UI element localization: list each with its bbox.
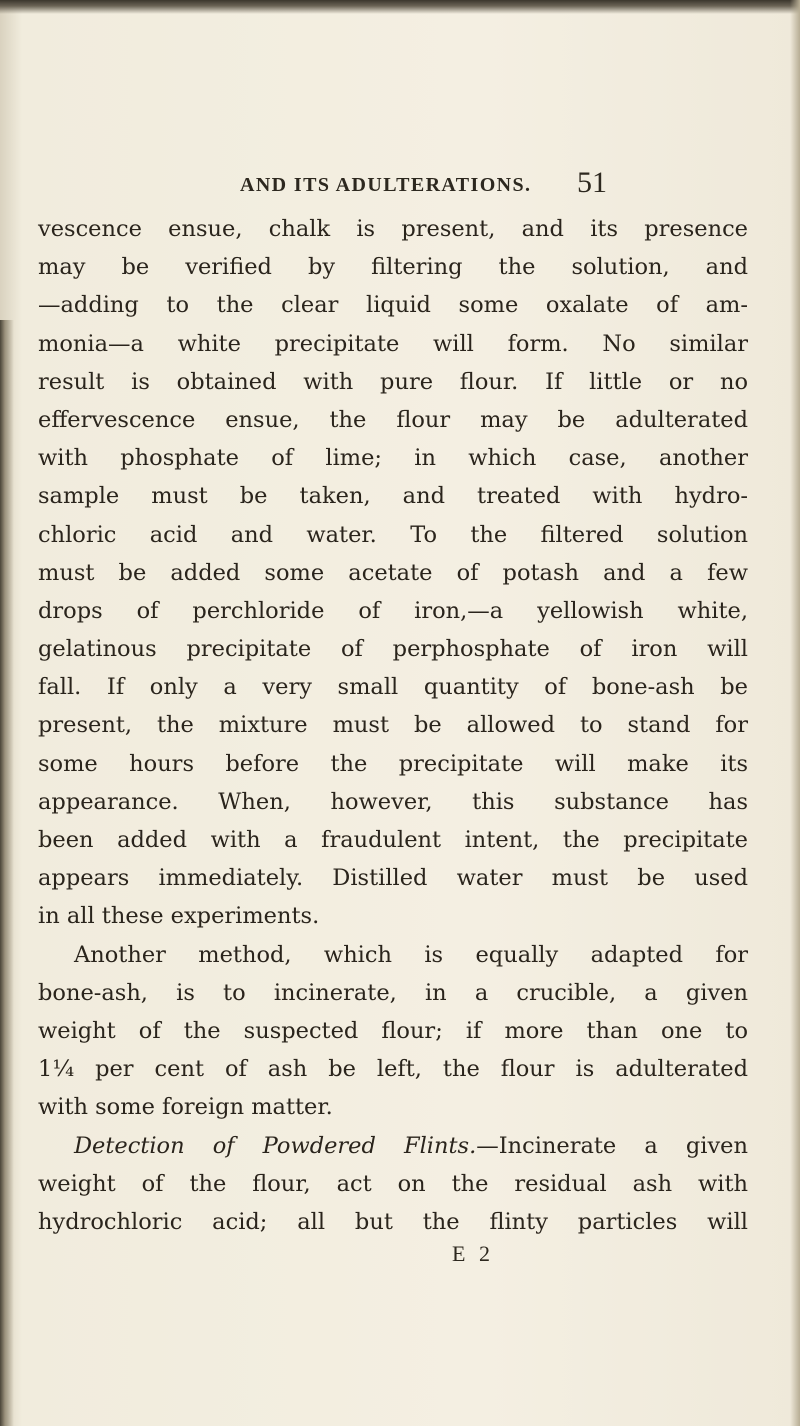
page-top-shadow bbox=[0, 0, 800, 14]
text-line: appears immediately. Distilled water must be used bbox=[38, 865, 748, 892]
text-line: bone-ash, is to incinerate, in a crucible, a given bbox=[38, 979, 748, 1006]
text-line: appearance. When, however, this substance has bbox=[38, 788, 748, 815]
text-line: may be verified by filtering the solution, and bbox=[38, 254, 748, 281]
text-line: —adding to the clear liquid some oxalate of am- bbox=[38, 292, 748, 319]
body-text bbox=[38, 210, 748, 1241]
text-line: been added with a fraudulent intent, the precipitate bbox=[38, 827, 748, 853]
text-line: weight of the flour, act on the residual ash with bbox=[38, 1170, 748, 1197]
text-line: gelatinous precipitate of perphosphate of iron will bbox=[38, 636, 748, 663]
text-line: sample must be taken, and treated with hydro- bbox=[38, 483, 748, 510]
text-line: fall. If only a very small quantity of bone-ash be bbox=[38, 674, 748, 701]
page-right-shadow bbox=[790, 0, 800, 1426]
italic-heading: Detection of Powdered Flints. bbox=[74, 1132, 477, 1159]
text-line: weight of the suspected flour; if more than one to bbox=[38, 1017, 748, 1044]
text-line: result is obtained with pure flour. If little or no bbox=[38, 368, 748, 395]
text-line: hydrochloric acid; all but the flinty particles will bbox=[38, 1208, 748, 1235]
section-heading-line bbox=[38, 1127, 748, 1165]
page-number: 51 bbox=[577, 166, 607, 199]
text-line: Another method, which is equally adapted for bbox=[74, 941, 748, 968]
text-line: effervescence ensue, the flour may be adulterated bbox=[38, 406, 748, 433]
running-head: AND ITS ADULTERATIONS. bbox=[240, 174, 532, 196]
text-line: some hours before the precipitate will make its bbox=[38, 750, 748, 777]
text-line: must be added some acetate of potash and a few bbox=[38, 559, 748, 586]
page-header bbox=[0, 166, 800, 206]
text-line: present, the mixture must be allowed to stand for bbox=[38, 712, 748, 739]
text-line: vescence ensue, chalk is present, and its presence bbox=[38, 216, 748, 242]
signature-mark: E 2 bbox=[452, 1241, 494, 1266]
text-line: with some foreign matter. bbox=[38, 1094, 333, 1121]
text-line: drops of perchloride of iron,—a yellowish white, bbox=[38, 597, 748, 624]
page-binding-shadow bbox=[0, 320, 14, 1426]
text-line-rest: —Incinerate a given bbox=[476, 1132, 748, 1159]
text-line: monia—a white precipitate will form. No similar bbox=[38, 330, 748, 357]
text-line: in all these experiments. bbox=[38, 903, 320, 930]
text-line: 1¼ per cent of ash be left, the flour is adulterated bbox=[38, 1056, 748, 1083]
text-line: chloric acid and water. To the filtered solution bbox=[38, 521, 748, 548]
text-line: with phosphate of lime; in which case, another bbox=[38, 445, 748, 472]
